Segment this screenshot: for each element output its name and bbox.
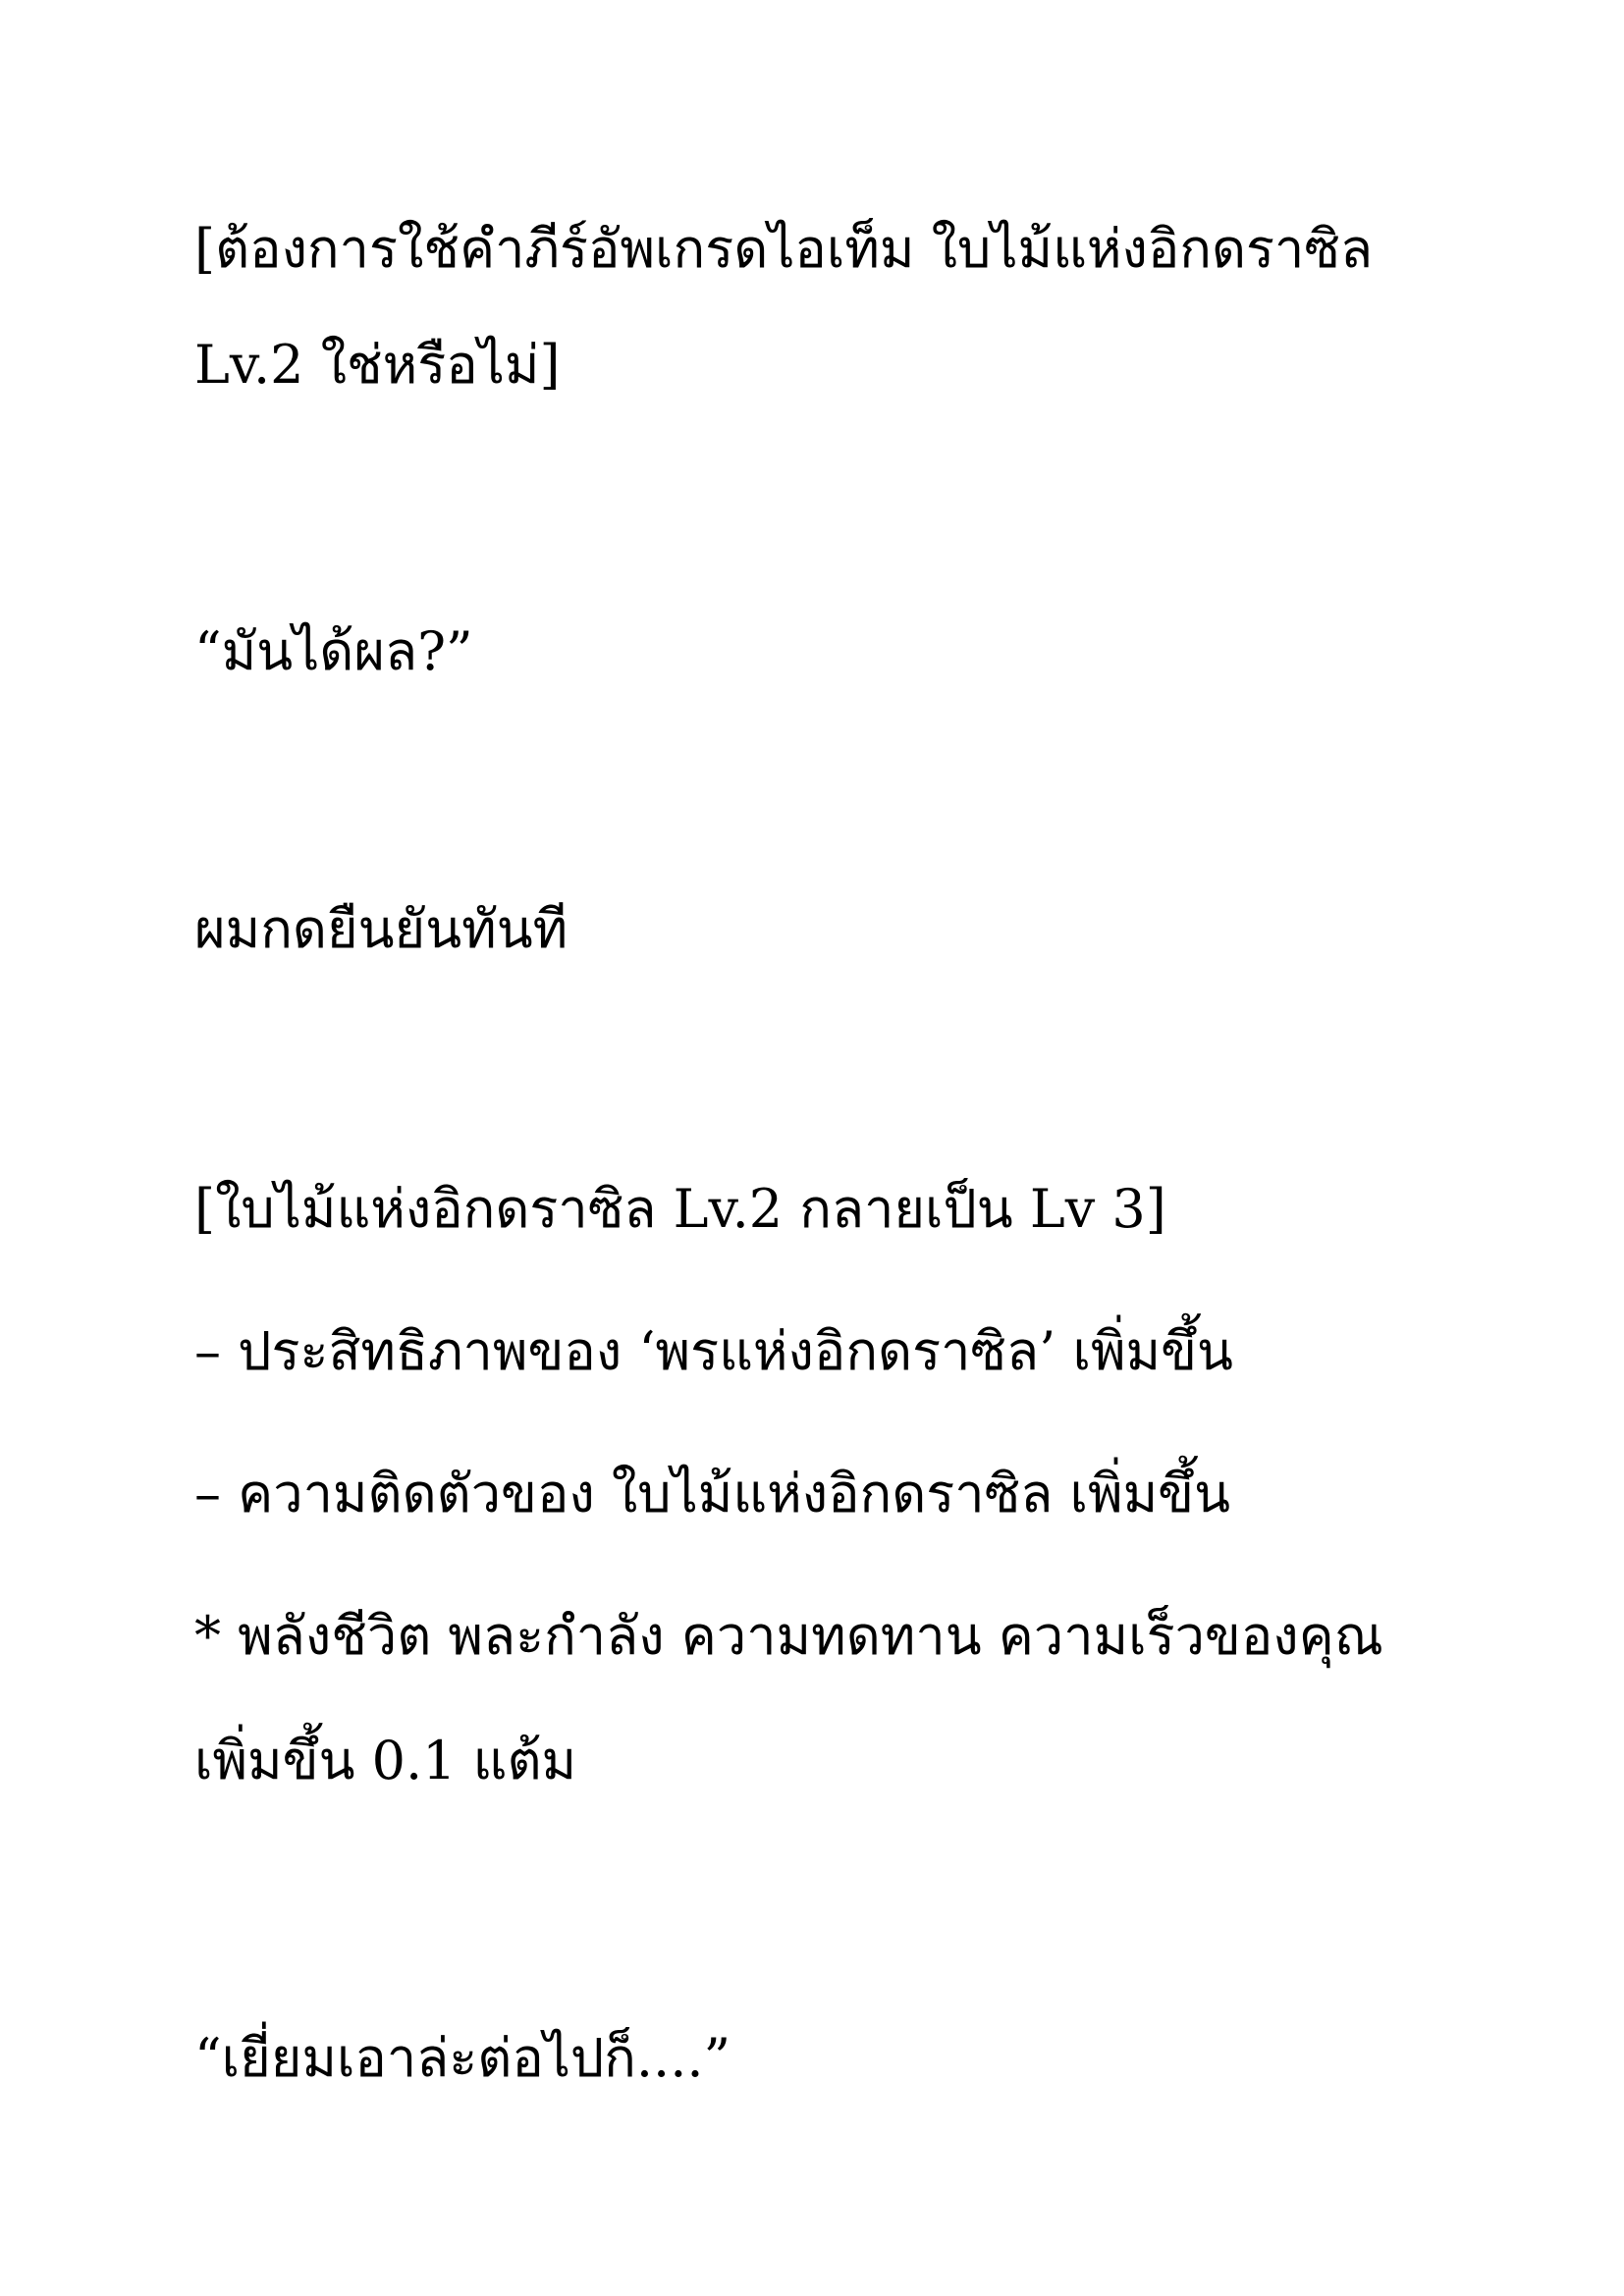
system-prompt-line-2: Lv.2 ใช่หรือไม่]: [194, 334, 561, 396]
system-result-item-2: – ความติดตัวของ ใบไม้แห่งอิกดราซิล เพิ่มขึ้น: [194, 1463, 1231, 1524]
system-result-note-line-1: * พลังชีวิต พละกำลัง ความทดทาน ความเร็วของคุณ: [194, 1605, 1383, 1667]
system-result-title: [ใบไม้แห่งอิกดราซิล Lv.2 กลายเป็น Lv 3]: [194, 1178, 1166, 1240]
dialogue-quote-2: “เยี่ยมเอาล่ะต่อไปก็....”: [194, 2027, 731, 2089]
system-prompt-line-1: [ต้องการใช้คำภีร์อัพเกรดไอเท็ม ใบไม้แห่งอิกดราซิล: [194, 218, 1374, 280]
system-result-item-1: – ประสิทธิภาพของ ‘พรแห่งอิกดราซิล’ เพิ่มขึ้น: [194, 1320, 1233, 1382]
narration-line: ผมกดยืนยันทันที: [194, 898, 568, 960]
dialogue-quote-1: “มันได้ผล?”: [194, 620, 473, 682]
system-result-note-line-2: เพิ่มขึ้น 0.1 แต้ม: [194, 1730, 577, 1791]
